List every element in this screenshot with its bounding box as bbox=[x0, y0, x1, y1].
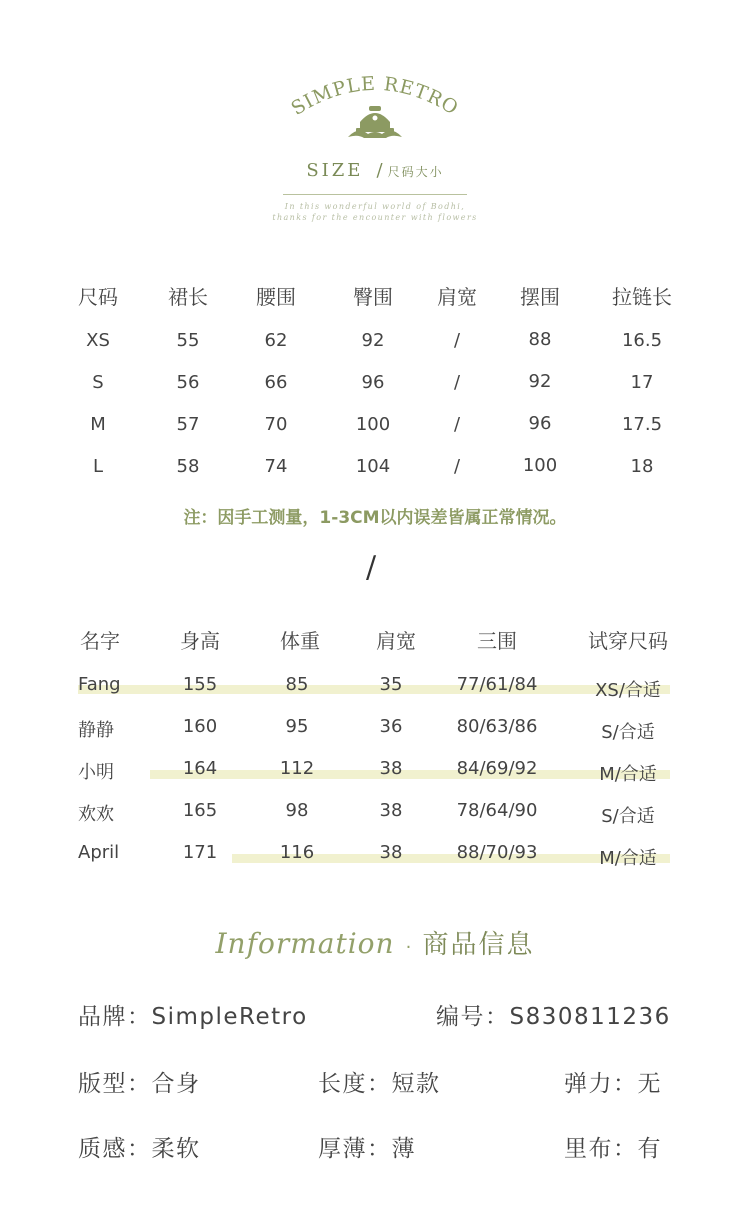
table-cell: 欢欢 bbox=[78, 804, 114, 825]
table-cell: M/合适 bbox=[599, 848, 657, 869]
table-cell: 96 bbox=[361, 372, 385, 393]
table-cell: 35 bbox=[379, 674, 403, 695]
table-cell: 160 bbox=[182, 716, 218, 737]
info-item-length bbox=[318, 1065, 441, 1098]
size-heading-cn: 尺码大小 bbox=[387, 165, 444, 179]
table-cell: 58 bbox=[176, 456, 200, 477]
table-cell: 112 bbox=[279, 758, 315, 779]
script-tagline-1: In this wonderful world of Bodhi, bbox=[284, 202, 466, 211]
info-value: S830811236 bbox=[509, 1004, 671, 1030]
table-cell: 17.5 bbox=[621, 414, 663, 435]
table-cell: S/合适 bbox=[601, 722, 655, 743]
script-tagline-2: thanks for the encounter with flowers bbox=[272, 213, 478, 222]
table-cell: 116 bbox=[279, 842, 315, 863]
info-item-texture bbox=[78, 1130, 201, 1163]
model-col-header: 身高 bbox=[180, 629, 220, 653]
table-cell: 88/70/93 bbox=[456, 842, 538, 863]
table-cell: M bbox=[90, 414, 106, 435]
table-cell: 66 bbox=[264, 372, 288, 393]
table-cell: 56 bbox=[176, 372, 200, 393]
size-heading-en: SIZE bbox=[306, 160, 364, 181]
table-cell: 77/61/84 bbox=[456, 674, 538, 695]
table-cell: 95 bbox=[285, 716, 309, 737]
table-cell: / bbox=[453, 456, 461, 477]
info-title-cn: 商品信息 bbox=[422, 930, 535, 960]
info-label: 弹力： bbox=[564, 1071, 638, 1097]
size-heading-slash: / bbox=[376, 160, 383, 181]
size-col-header: 腰围 bbox=[256, 285, 296, 309]
table-cell: 18 bbox=[630, 456, 654, 477]
info-label: 质感： bbox=[78, 1136, 152, 1162]
row-highlight bbox=[78, 685, 670, 694]
table-cell: / bbox=[453, 414, 461, 435]
info-item-code bbox=[436, 998, 671, 1031]
table-cell: 165 bbox=[182, 800, 218, 821]
table-cell: S bbox=[92, 372, 104, 393]
table-cell: / bbox=[453, 372, 461, 393]
info-label: 品牌： bbox=[78, 1004, 152, 1030]
size-heading bbox=[0, 160, 750, 181]
info-label: 里布： bbox=[564, 1136, 638, 1162]
table-cell: 78/64/90 bbox=[456, 800, 538, 821]
table-cell: 80/63/86 bbox=[456, 716, 538, 737]
row-highlight bbox=[150, 770, 670, 779]
model-col-header: 体重 bbox=[280, 629, 320, 653]
table-cell: M/合适 bbox=[599, 764, 657, 785]
table-cell: 88 bbox=[528, 329, 552, 350]
table-cell: 55 bbox=[176, 330, 200, 351]
info-label: 长度： bbox=[318, 1071, 392, 1097]
svg-text:SIMPLE RETRO: SIMPLE RETRO bbox=[287, 72, 463, 120]
table-cell: S/合适 bbox=[601, 806, 655, 827]
table-cell: 17 bbox=[630, 372, 654, 393]
table-cell: 100 bbox=[522, 455, 558, 476]
model-col-header: 名字 bbox=[80, 629, 120, 653]
size-col-header: 尺码 bbox=[78, 285, 118, 309]
table-cell: 36 bbox=[379, 716, 403, 737]
table-cell: L bbox=[92, 456, 104, 477]
info-value: SimpleRetro bbox=[151, 1004, 308, 1030]
table-cell: 92 bbox=[528, 371, 552, 392]
table-cell: 74 bbox=[264, 456, 288, 477]
table-cell: 92 bbox=[361, 330, 385, 351]
heading-rule bbox=[283, 194, 467, 195]
table-cell: 38 bbox=[379, 758, 403, 779]
size-col-header: 拉链长 bbox=[612, 285, 672, 309]
model-col-header: 试穿尺码 bbox=[588, 629, 668, 653]
table-cell: 171 bbox=[182, 842, 218, 863]
table-cell: 84/69/92 bbox=[456, 758, 538, 779]
info-item-thickness bbox=[318, 1130, 416, 1163]
info-title-script: Information bbox=[215, 927, 395, 960]
table-cell: 静静 bbox=[78, 720, 114, 741]
model-col-header: 三围 bbox=[477, 629, 517, 653]
table-cell: 57 bbox=[176, 414, 200, 435]
info-value: 柔软 bbox=[151, 1136, 201, 1162]
size-col-header: 摆围 bbox=[520, 285, 560, 309]
table-cell: 164 bbox=[182, 758, 218, 779]
info-value: 有 bbox=[637, 1136, 662, 1162]
info-item-lining bbox=[564, 1130, 662, 1163]
info-value: 合身 bbox=[151, 1071, 201, 1097]
info-item-fit bbox=[78, 1065, 201, 1098]
table-cell: 70 bbox=[264, 414, 288, 435]
info-title-dot: · bbox=[405, 937, 412, 958]
info-label: 厚薄： bbox=[318, 1136, 392, 1162]
info-title bbox=[0, 924, 750, 961]
table-cell: XS bbox=[86, 330, 110, 351]
table-cell: 小明 bbox=[78, 762, 114, 783]
info-value: 无 bbox=[637, 1071, 662, 1097]
table-cell: 38 bbox=[379, 800, 403, 821]
info-label: 版型： bbox=[78, 1071, 152, 1097]
size-col-header: 臀围 bbox=[353, 285, 393, 309]
info-label: 编号： bbox=[436, 1004, 510, 1030]
info-value: 短款 bbox=[391, 1071, 441, 1097]
table-cell: Fang bbox=[78, 674, 121, 695]
info-value: 薄 bbox=[391, 1136, 416, 1162]
measurement-note: 注：因手工测量，1-3CM以内误差皆属正常情况。 bbox=[183, 508, 567, 528]
table-cell: XS/合适 bbox=[595, 680, 661, 701]
section-divider: / bbox=[366, 550, 377, 585]
size-col-header: 肩宽 bbox=[437, 285, 477, 309]
table-cell: / bbox=[453, 330, 461, 351]
table-cell: 96 bbox=[528, 413, 552, 434]
table-cell: 85 bbox=[285, 674, 309, 695]
table-cell: 16.5 bbox=[621, 330, 663, 351]
table-cell: 100 bbox=[355, 414, 391, 435]
info-item-brand bbox=[78, 998, 308, 1031]
model-col-header: 肩宽 bbox=[376, 629, 416, 653]
crown-ornament-icon bbox=[346, 104, 404, 144]
info-item-stretch bbox=[564, 1065, 662, 1098]
size-col-header: 裙长 bbox=[168, 285, 208, 309]
table-cell: 98 bbox=[285, 800, 309, 821]
table-cell: 38 bbox=[379, 842, 403, 863]
table-cell: 62 bbox=[264, 330, 288, 351]
table-cell: April bbox=[78, 842, 120, 863]
table-cell: 104 bbox=[355, 456, 391, 477]
table-cell: 155 bbox=[182, 674, 218, 695]
